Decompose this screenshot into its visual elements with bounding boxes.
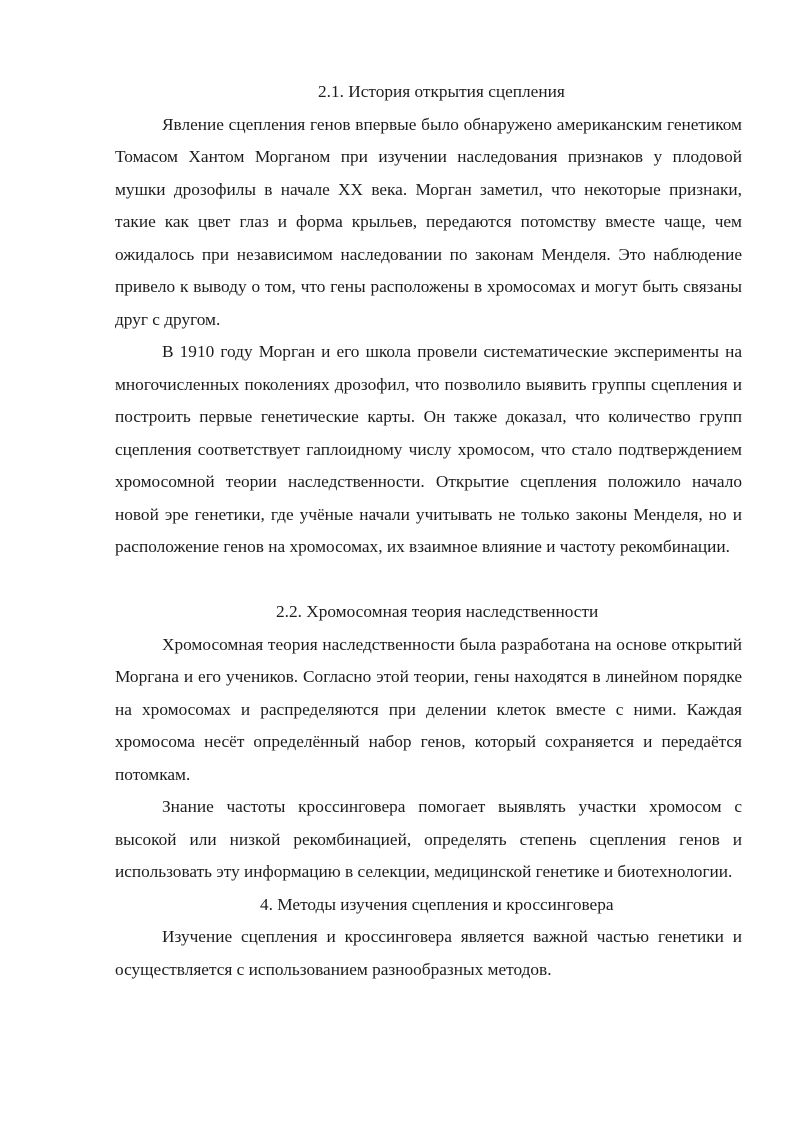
paragraph-history-1: Явление сцепления генов впервые было обнаружено американским генетиком Томасом Хантом Морганом при изучении наследования признаков у плодовой мушки дрозофилы в начале XX века. Морган заметил, что некоторые признаки, такие как цвет глаз и форма крыльев, передаются потомству вместе чаще, чем ожидалось при независимом наследовании по законам Менделя. Это наблюдение привело к выводу о том, что гены расположены в хромосомах и могут быть связаны друг с другом. [115,114,742,329]
paragraph-chromosome-theory-2: Знание частоты кроссинговера помогает выявлять участки хромосом с высокой или низкой рекомбинацией, определять степень сцепления генов и использовать эту информацию в селекции, медицинской генетике и биотехнологии. [115,797,742,881]
section-heading-history: 2.1. История открытия сцепления [318,82,565,101]
paragraph-chromosome-theory-1: Хромосомная теория наследственности была разработана на основе открытий Моргана и его учеников. Согласно этой теории, гены находятся в линейном порядке на хромосомах и распределяются при делении клеток вместе с ними. Каждая хромосома несёт определённый набор генов, который сохраняется и передаётся потомкам. [115,634,742,784]
document-body [115,76,742,986]
paragraph-methods-1: Изучение сцепления и кроссинговера является важной частью генетики и осуществляется с использованием разнообразных методов. [115,927,742,979]
paragraph-history-2: В 1910 году Морган и его школа провели систематические эксперименты на многочисленных поколениях дрозофил, что позволило выявить группы сцепления и построить первые генетические карты. Он также доказал, что количество групп сцепления соответствует гаплоидному числу хромосом, что стало подтверждением хромосомной теории наследственности. Открытие сцепления положило начало новой эре генетики, где учёные начали учитывать не только законы Менделя, но и расположение генов на хромосомах, их взаимное влияние и частоту рекомбинации. [115,342,742,556]
section-heading-methods: 4. Методы изучения сцепления и кроссинговера [260,894,614,914]
section-spacer [115,564,742,597]
section-heading-chromosome-theory: 2.2. Хромосомная теория наследственности [276,602,599,621]
